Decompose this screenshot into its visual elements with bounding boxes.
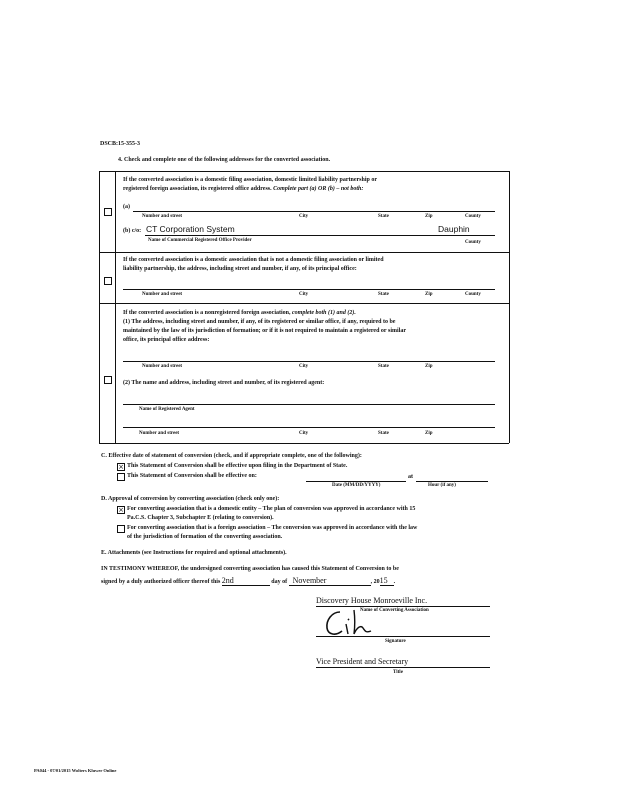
label-number-street: Number and street <box>142 214 183 219</box>
label-zip: Zip <box>425 431 433 436</box>
label-date: Date (MM/DD/YYYY) <box>332 483 381 488</box>
box-c-p1-line2: maintained by the law of its jurisdiction of formation; or if it is not required to maintain a registered or similar <box>123 328 406 334</box>
section-d-title: D. Approval of conversion by converting association (check only one): <box>101 496 280 502</box>
box-a-line2-italic: Complete part (a) OR (b) – not both: <box>273 186 364 192</box>
section-d-opt1-line2: Pa.C.S. Chapter 3, Subchapter E (relating to conversion). <box>127 515 274 521</box>
label-zip: Zip <box>425 214 433 219</box>
label-state: State <box>378 292 389 297</box>
signer-title-value: Vice President and Secretary <box>316 657 409 666</box>
section-d-opt2-line2: of the jurisdiction of formation of the converting association. <box>127 534 283 540</box>
label-state: State <box>378 431 389 436</box>
checkbox-d-domestic[interactable]: × <box>118 506 124 514</box>
box-a-line1: If the converted association is a domestic filing association, domestic limited liability partnership or <box>123 177 377 183</box>
box-b-line2: liability partnership, the address, including street and number, if any, of its principal office: <box>123 266 357 272</box>
label-registered-agent: Name of Registered Agent <box>139 407 195 412</box>
day-value: 2nd <box>222 576 270 586</box>
section-d-opt2-line1: For converting association that is a foreign association – The conversion was approved in accordance with the law <box>127 525 418 531</box>
checkbox-d-foreign[interactable] <box>117 525 125 533</box>
box-c-p1-line3: office, its principal office address: <box>123 337 210 343</box>
county-value: Dauphin <box>438 224 470 234</box>
section-e-title: E. Attachments (see Instructions for required and optional attachments). <box>101 550 287 556</box>
section-c-title: C. Effective date of statement of conversion (check, and if appropriate complete, one of the following): <box>101 453 362 459</box>
label-city: City <box>299 431 309 436</box>
label-number-street: Number and street <box>142 364 183 369</box>
label-title: Title <box>393 670 403 675</box>
footer-text: PA044 - 07/01/2015 Wolters Kluwer Online <box>34 768 117 773</box>
signature-image <box>318 606 378 640</box>
box-c-p2: (2) The name and address, including street and number, of its registered agent: <box>123 380 325 386</box>
testimony-line1: IN TESTIMONY WHEREOF, the undersigned converting association has caused this Statement of Conversion to be <box>101 566 399 572</box>
month-value: November <box>289 576 371 586</box>
testimony-line2: signed by a duly authorized officer thereof this 2nd day of November , 2015 . <box>101 576 396 585</box>
box-c-line1: If the converted association is a nonregistered foreign association, <box>123 310 291 316</box>
checkbox-4b[interactable] <box>104 277 112 285</box>
label-state: State <box>378 364 389 369</box>
converting-association-name: Discovery House Monroeville Inc. <box>316 596 428 605</box>
checkbox-c-effective-on-date[interactable] <box>117 473 125 481</box>
label-zip: Zip <box>425 364 433 369</box>
checkbox-c-effective-on-filing[interactable]: × <box>118 463 124 471</box>
form-code: DSCB:15-355-3 <box>100 141 140 147</box>
label-association-name: Name of Converting Association <box>360 608 429 613</box>
part-b-label: (b) c/o: <box>123 228 142 234</box>
checkbox-4c[interactable] <box>104 376 112 384</box>
box-c-p1-line1: (1) The address, including street and number, if any, of its registered or similar office, if any, required to be <box>123 319 396 325</box>
label-state: State <box>378 214 389 219</box>
section-c-opt1: This Statement of Conversion shall be effective upon filing in the Department of State. <box>127 463 348 469</box>
at-label: at <box>408 474 413 480</box>
label-city: City <box>299 292 309 297</box>
label-hour: Hour (if any) <box>428 483 456 488</box>
label-number-street: Number and street <box>139 431 180 436</box>
label-city: City <box>299 214 309 219</box>
section-c-opt2: This Statement of Conversion shall be effective on: <box>127 473 257 479</box>
label-number-street: Number and street <box>142 292 183 297</box>
section-d-opt1-line1: For converting association that is a domestic entity – The plan of conversion was approved in accordance with 15 <box>127 506 416 512</box>
checkbox-4a[interactable] <box>104 208 112 216</box>
year-value: 15 <box>380 576 394 586</box>
label-zip: Zip <box>425 292 433 297</box>
label-county: County <box>465 292 481 297</box>
registered-office-provider-value: CT Corporation System <box>146 224 235 234</box>
label-signature: Signature <box>385 639 406 644</box>
label-county: County <box>465 214 481 219</box>
section-4-title: 4. Check and complete one of the following addresses for the converted association. <box>118 157 331 163</box>
label-city: City <box>299 364 309 369</box>
box-a-line2: registered foreign association, its registered office address. <box>123 186 272 192</box>
label-provider-county: County <box>465 240 481 245</box>
box-c-line1-italic: complete both (1) and (2). <box>292 310 356 316</box>
label-provider-name: Name of Commercial Registered Office Provider <box>148 238 252 243</box>
part-a-label: (a) <box>123 204 130 210</box>
box-b-line1: If the converted association is a domestic association that is not a domestic filing association or limited <box>123 257 384 263</box>
